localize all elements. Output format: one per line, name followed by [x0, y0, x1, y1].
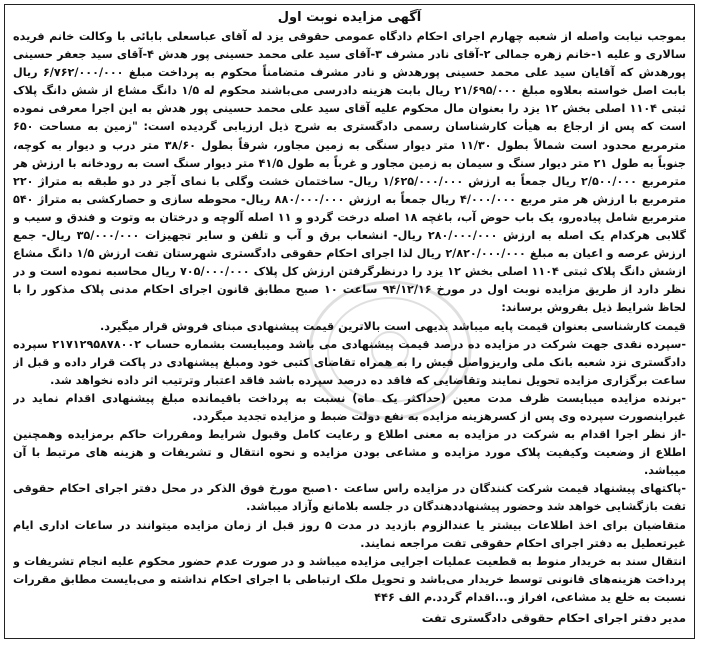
notice-frame: [4, 4, 695, 639]
notice-paragraph-envelopes: -پاکتهای پیشنهاد قیمت شرکت کنندگان در مزایده راس ساعت ۱۰صبح مورخ فوق الذکر در محل دفتر اجرای احکام حقوقی تفت بازگشایی خواهد شد وحضور پیشنهاددهندگان در جلسه بلامانع وآزاد میباشد.: [13, 482, 686, 514]
notice-body: [13, 9, 686, 634]
notice-paragraph-main: بموجب نیابت واصله از شعبه چهارم اجرای احکام دادگاه عمومی حقوقی یزد له آقای عباسعلی بابائی با وکالت خانم فریده سالاری و علیه ۱-خانم زهره جمالی ۲-آقای نادر مشرف ۳-آقای سید علی محمد حسینی پور هدش ۴-آقای سید جعفر حسینی پورهدش که آقایان سید علی محمد حسینی پورهدش و نادر مشرف متضامناً محکوم به پرداخت مبلغ ۶/۷۶۲/۰۰۰/۰۰۰ ریال بابت اصل خواسته بعلاوه مبلغ ۲۱/۶۹۵/۰۰۰ ریال بابت هزینه دادرسی می‌باشند محکوم له ۱/۵ دانگ مشاع از شش دانگ پلاک ثبتی ۱۱۰۴ اصلی بخش ۱۲ یزد را بعنوان مال محکوم علیه آقای سید علی محمد حسینی پور هدش به این اجرا معرفی نموده است که پس از ارجاع به هیأت کارشناسان رسمی دادگستری به شرح ذیل ارزیابی گردیده است: "زمین به مساحت ۶۵۰ مترمربع محدود است شمالاً بطول ۱۱/۳۰ متر دیوار سنگی به زمین مجاور، شرقاً بطول ۳۸/۶۰ متر درب و دیوار به کوچه، جنوباً به طول ۲۱ متر دیوار سنگ و سیمان به زمین مجاور و غرباً به طول ۴۱/۵ متر دیوار سنگ است به رودخانه با ارزش هر مترمربع ۲/۵۰۰/۰۰۰ ریال جمعاً به ارزش ۱/۶۲۵/۰۰۰/۰۰۰ ریال- ساختمان خشت وگلی با نمای آجر در دو طبقه به متراژ ۲۲۰ مترمربع با ارزش هر متر مربع ۴/۰۰۰/۰۰۰ ریال جمعاً به ارزش ۸۸۰/۰۰۰/۰۰۰ ریال- محوطه سازی و حصارکشی به متراژ ۵۴۰ مترمربع شامل پیاده‌رو، یک باب حوض آب، باغچه ۱۸ اصله درخت گردو و ۱۱ اصله آلوچه و درختان به وتوت و فندق و سیب و گلابی هرکدام یک اصله به ارزش ۲۸۰/۰۰۰/۰۰۰ ریال- انشعاب برق و آب و تلفن و سایر تجهیزات ۳۵/۰۰۰/۰۰۰ ریال- جمع ارزش عرصه و اعیان به مبلغ ۲/۸۲۰/۰۰۰/۰۰۰ ریال لذا اجرای احکام حقوقی دادگستری شهرستان تفت ارزش ۱/۵ دانگ مشاع ازشش دانگ پلاک ثبتی ۱۱۰۴ اصلی بخش ۱۲ یزد را درنظرگرفتن ارزش کل پلاک ۷۰۵/۰۰۰/۰۰۰ ریال محاسبه نموده است و در نظر دارد از طریق مزایده نوبت اول در مورخ ۹۴/۱۲/۱۶ ساعت ۱۰ صبح مطابق قانون اجرای احکام مدنی پلاک مذکور را با لحاظ شرایط ذیل بفروش برساند:: [13, 30, 686, 315]
notice-title: آگهی مزایده نوبت اول: [277, 10, 422, 25]
notice-paragraph-transfer: انتقال سند به خریدار منوط به قطعیت عملیات اجرایی مزایده میباشد و در صورت عدم حضور محکوم علیه انجام تشریفات و پرداخت هزینه‌های قانونی توسط خریدار می‌باشد و تحویل ملک ارتباطی با اجرای احکام نداشته و می‌بایست مطابق مقررات نسبت به خلع ید مشاعی، افراز و...اقدام گردد.م الف ۴۴۶: [13, 554, 686, 604]
notice-paragraph-visit: متقاضیان برای اخذ اطلاعات بیشتر یا عندالزوم بازدید در مدت ۵ روز قبل از زمان مزایده میتوانند در ساعات اداری ایام غیرتعطیل به دفتر اجرای احکام حقوقی تفت مراجعه نمایند.: [13, 518, 686, 550]
notice-paragraph-deposit: -سپرده نقدی جهت شرکت در مزایده ده درصد قیمت پیشنهادی می باشد ومیبایست بشماره حساب ۲۱۷۱۲۹۵۸۷۸۰۰۲ سپرده دادگستری نزد شعبه بانک ملی واریزواصل فیش را به همراه تقاضای کتبی خود ومبلغ پیشنهادی در پاکت قرار داده و قبل از ساعت برگزاری مزایده تحویل نمایند وتقاضایی که فاقد ده درصد سپرده باشد فاقد اعتبار وترتیب اثر داده نخواهد شد.: [13, 337, 686, 387]
notice-paragraph-terms: -از نظر اجرا اقدام به شرکت در مزایده به معنی اطلاع و رعایت کامل وقبول شرایط ومقررات حاکم برمزایده وهمچنین اطلاع از وضعیت وکیفیت پلاک مورد مزایده و مشاعی بودن مزایده و نحوه انتقال و تشریفات و هزینه های مرتبط با آن میباشد.: [13, 428, 686, 478]
notice-paragraph-winner-payment: -برنده مزایده میبایست ظرف مدت معین (حداکثر یک ماه) نسبت به پرداخت باقیمانده مبلغ پیشنهادی اقدام نماید در غیراینصورت سپرده وی پس از کسرهزینه مزایده به نفع دولت ضبط و مزایده تجدید میگردد.: [13, 391, 686, 423]
notice-signature: مدیر دفتر اجرای احکام حقوقی دادگستری تفت: [421, 611, 686, 625]
notice-paragraph-base-price: قیمت کارشناسی بعنوان قیمت پایه میباشد بدیهی است بالاترین قیمت پیشنهادی مبنای فروش قرار میگیرد.: [99, 319, 686, 333]
